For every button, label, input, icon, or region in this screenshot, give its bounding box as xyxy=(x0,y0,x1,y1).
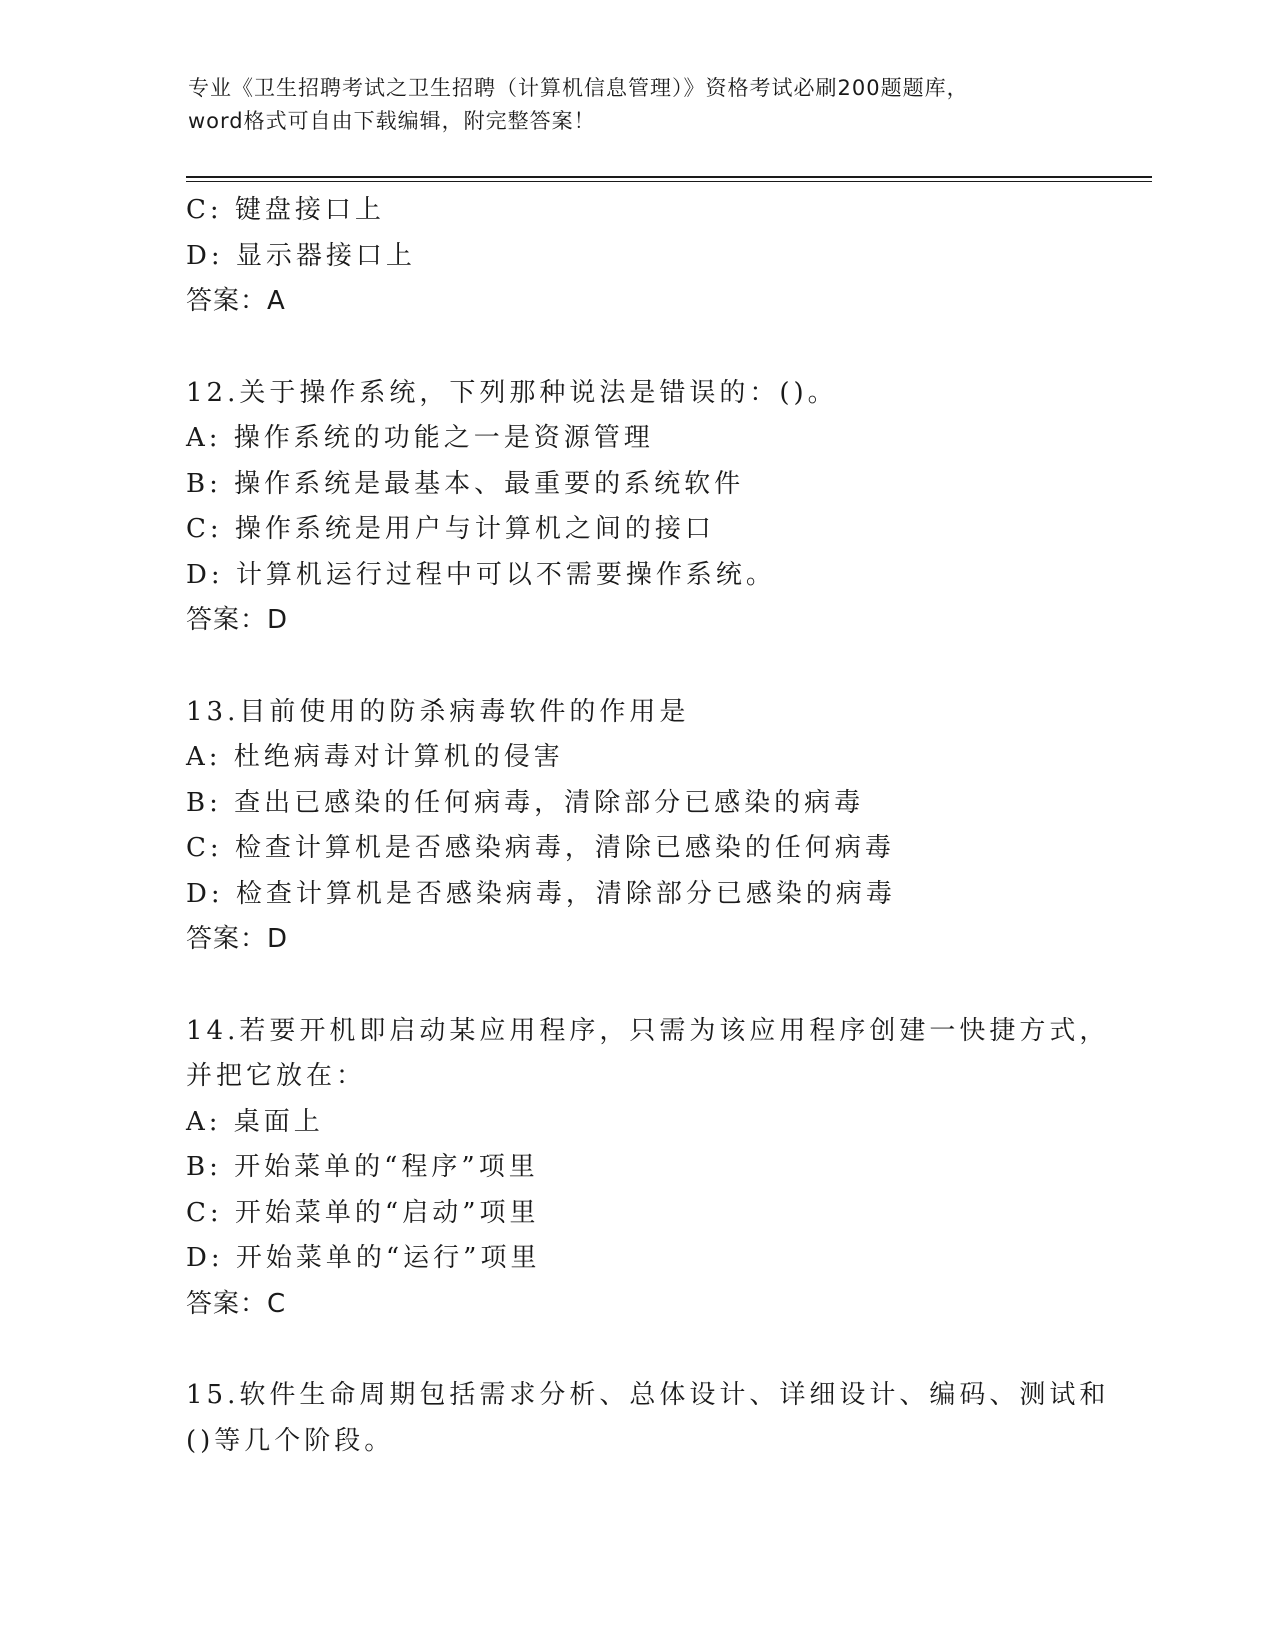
question-13 xyxy=(186,690,1086,963)
question-stem-line-2: ()等几个阶段。 xyxy=(186,1425,395,1456)
answer: 答案：D xyxy=(186,924,289,954)
document-header xyxy=(188,72,1088,138)
option-d: D: 计算机运行过程中可以不需要操作系统。 xyxy=(186,559,776,590)
question-stem: 12.关于操作系统，下列那种说法是错误的：()。 xyxy=(186,377,838,408)
question-stem: 13.目前使用的防杀病毒软件的作用是 xyxy=(186,696,690,727)
question-stem-line-1: 14.若要开机即启动某应用程序，只需为该应用程序创建一快捷方式， xyxy=(186,1015,1110,1046)
option-c: C: 开始菜单的“启动”项里 xyxy=(186,1197,540,1228)
answer: 答案：A xyxy=(186,286,286,316)
question-list xyxy=(186,188,1110,1464)
answer: 答案：C xyxy=(186,1288,287,1319)
spacer xyxy=(186,325,1086,371)
header-rule-thick xyxy=(186,176,1152,178)
option-d: D: 开始菜单的“运行”项里 xyxy=(186,1243,541,1273)
question-stem-line-2: 并把它放在： xyxy=(186,1061,367,1091)
option-c: C: 检查计算机是否感染病毒，清除已感染的任何病毒 xyxy=(186,833,895,863)
option-a: A: 杜绝病毒对计算机的侵害 xyxy=(186,742,564,772)
answer: 答案：D xyxy=(186,605,289,635)
option-d: D: 检查计算机是否感染病毒，清除部分已感染的病毒 xyxy=(186,878,896,909)
option-c: C: 键盘接口上 xyxy=(186,195,385,225)
spacer xyxy=(186,963,1086,1009)
option-c: C: 操作系统是用户与计算机之间的接口 xyxy=(186,514,715,544)
question-stem-line-1: 15.软件生命周期包括需求分析、总体设计、详细设计、编码、测试和 xyxy=(186,1380,1110,1410)
question-14 xyxy=(186,1009,1110,1328)
header-line-2: word格式可自由下载编辑，附完整答案！ xyxy=(188,109,596,133)
option-d: D: 显示器接口上 xyxy=(186,240,416,271)
header-rule-thin xyxy=(186,181,1152,182)
header-line-1: 专业《卫生招聘考试之卫生招聘（计算机信息管理）》资格考试必刷200题题库， xyxy=(188,76,969,100)
spacer xyxy=(186,1327,1086,1373)
option-a: A: 桌面上 xyxy=(186,1106,324,1137)
spacer xyxy=(186,644,1086,690)
question-12 xyxy=(186,371,1086,644)
option-b: B: 查出已感染的任何病毒，清除部分已感染的病毒 xyxy=(186,787,865,818)
question-11-tail xyxy=(186,188,1086,325)
option-a: A: 操作系统的功能之一是资源管理 xyxy=(186,423,654,453)
question-15 xyxy=(186,1373,1110,1464)
option-b: B: 操作系统是最基本、最重要的系统软件 xyxy=(186,468,745,499)
option-b: B: 开始菜单的“程序”项里 xyxy=(186,1152,539,1182)
